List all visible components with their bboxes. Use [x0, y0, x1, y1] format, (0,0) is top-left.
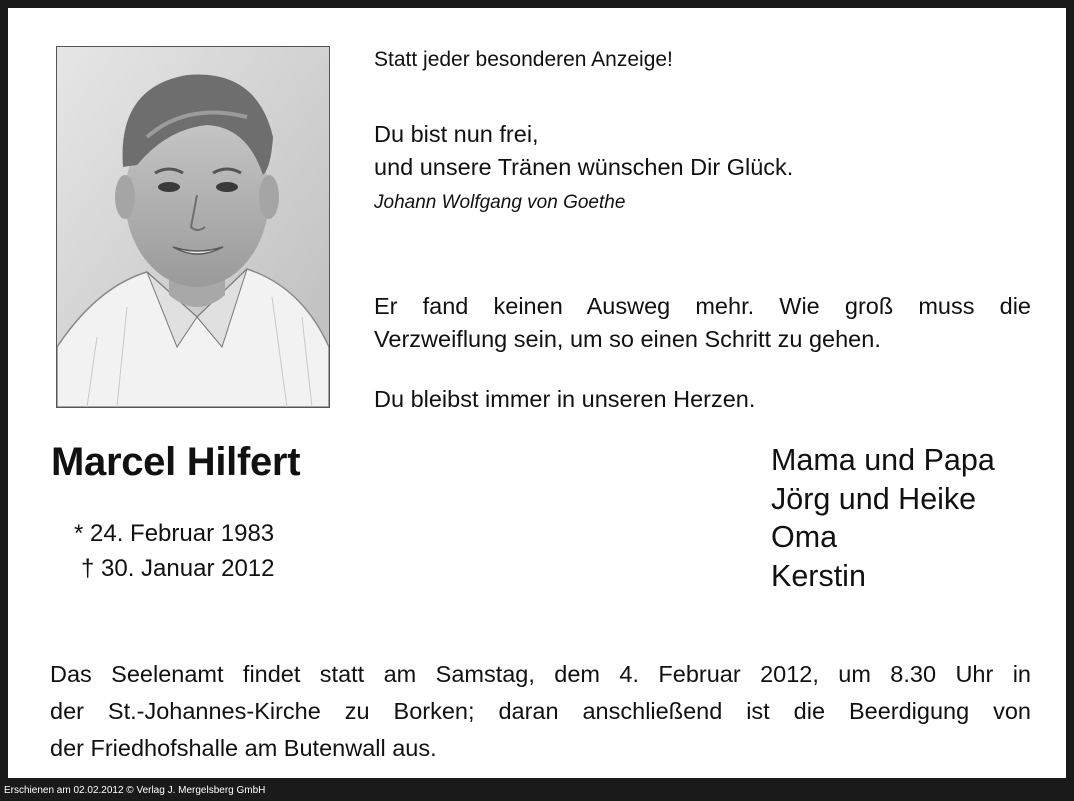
mourner-item: Oma	[771, 520, 838, 554]
publication-footer: Erschienen am 02.02.2012 © Verlag J. Mergelsberg GmbH	[4, 785, 266, 796]
death-date: † 30. Januar 2012	[81, 555, 275, 582]
portrait-illustration	[57, 47, 329, 407]
goethe-quote	[374, 118, 793, 184]
message-line: Verzweiflung sein, um so einen Schritt zu gehen.	[374, 326, 881, 352]
service-paragraph	[50, 656, 1031, 767]
service-line: der St.-Johannes-Kirche zu Borken; daran anschließend ist die Beerdigung von	[50, 698, 1031, 724]
message-paragraph	[374, 290, 1031, 356]
deceased-name: Marcel Hilfert	[51, 440, 301, 484]
quote-author: Johann Wolfgang von Goethe	[374, 192, 626, 213]
portrait-photo	[56, 46, 330, 408]
header-note: Statt jeder besonderen Anzeige!	[374, 48, 673, 71]
mourners-list	[771, 441, 995, 595]
service-line: der Friedhofshalle am Butenwall aus.	[50, 735, 437, 761]
obituary-notice	[8, 8, 1066, 778]
birth-date: * 24. Februar 1983	[74, 520, 275, 547]
quote-line: Du bist nun frei,	[374, 121, 539, 147]
mourner-item: Jörg und Heike	[771, 481, 977, 516]
closing-line: Du bleibst immer in unseren Herzen.	[374, 386, 756, 412]
mourner-item: Mama und Papa	[771, 443, 995, 477]
service-line: Das Seelenamt findet statt am Samstag, dem 4. Februar 2012, um 8.30 Uhr in	[50, 661, 1031, 687]
message-line: Er fand keinen Ausweg mehr. Wie groß muss die	[374, 293, 1031, 319]
mourner-item: Kerstin	[771, 558, 866, 593]
quote-line: und unsere Tränen wünschen Dir Glück.	[374, 154, 794, 180]
